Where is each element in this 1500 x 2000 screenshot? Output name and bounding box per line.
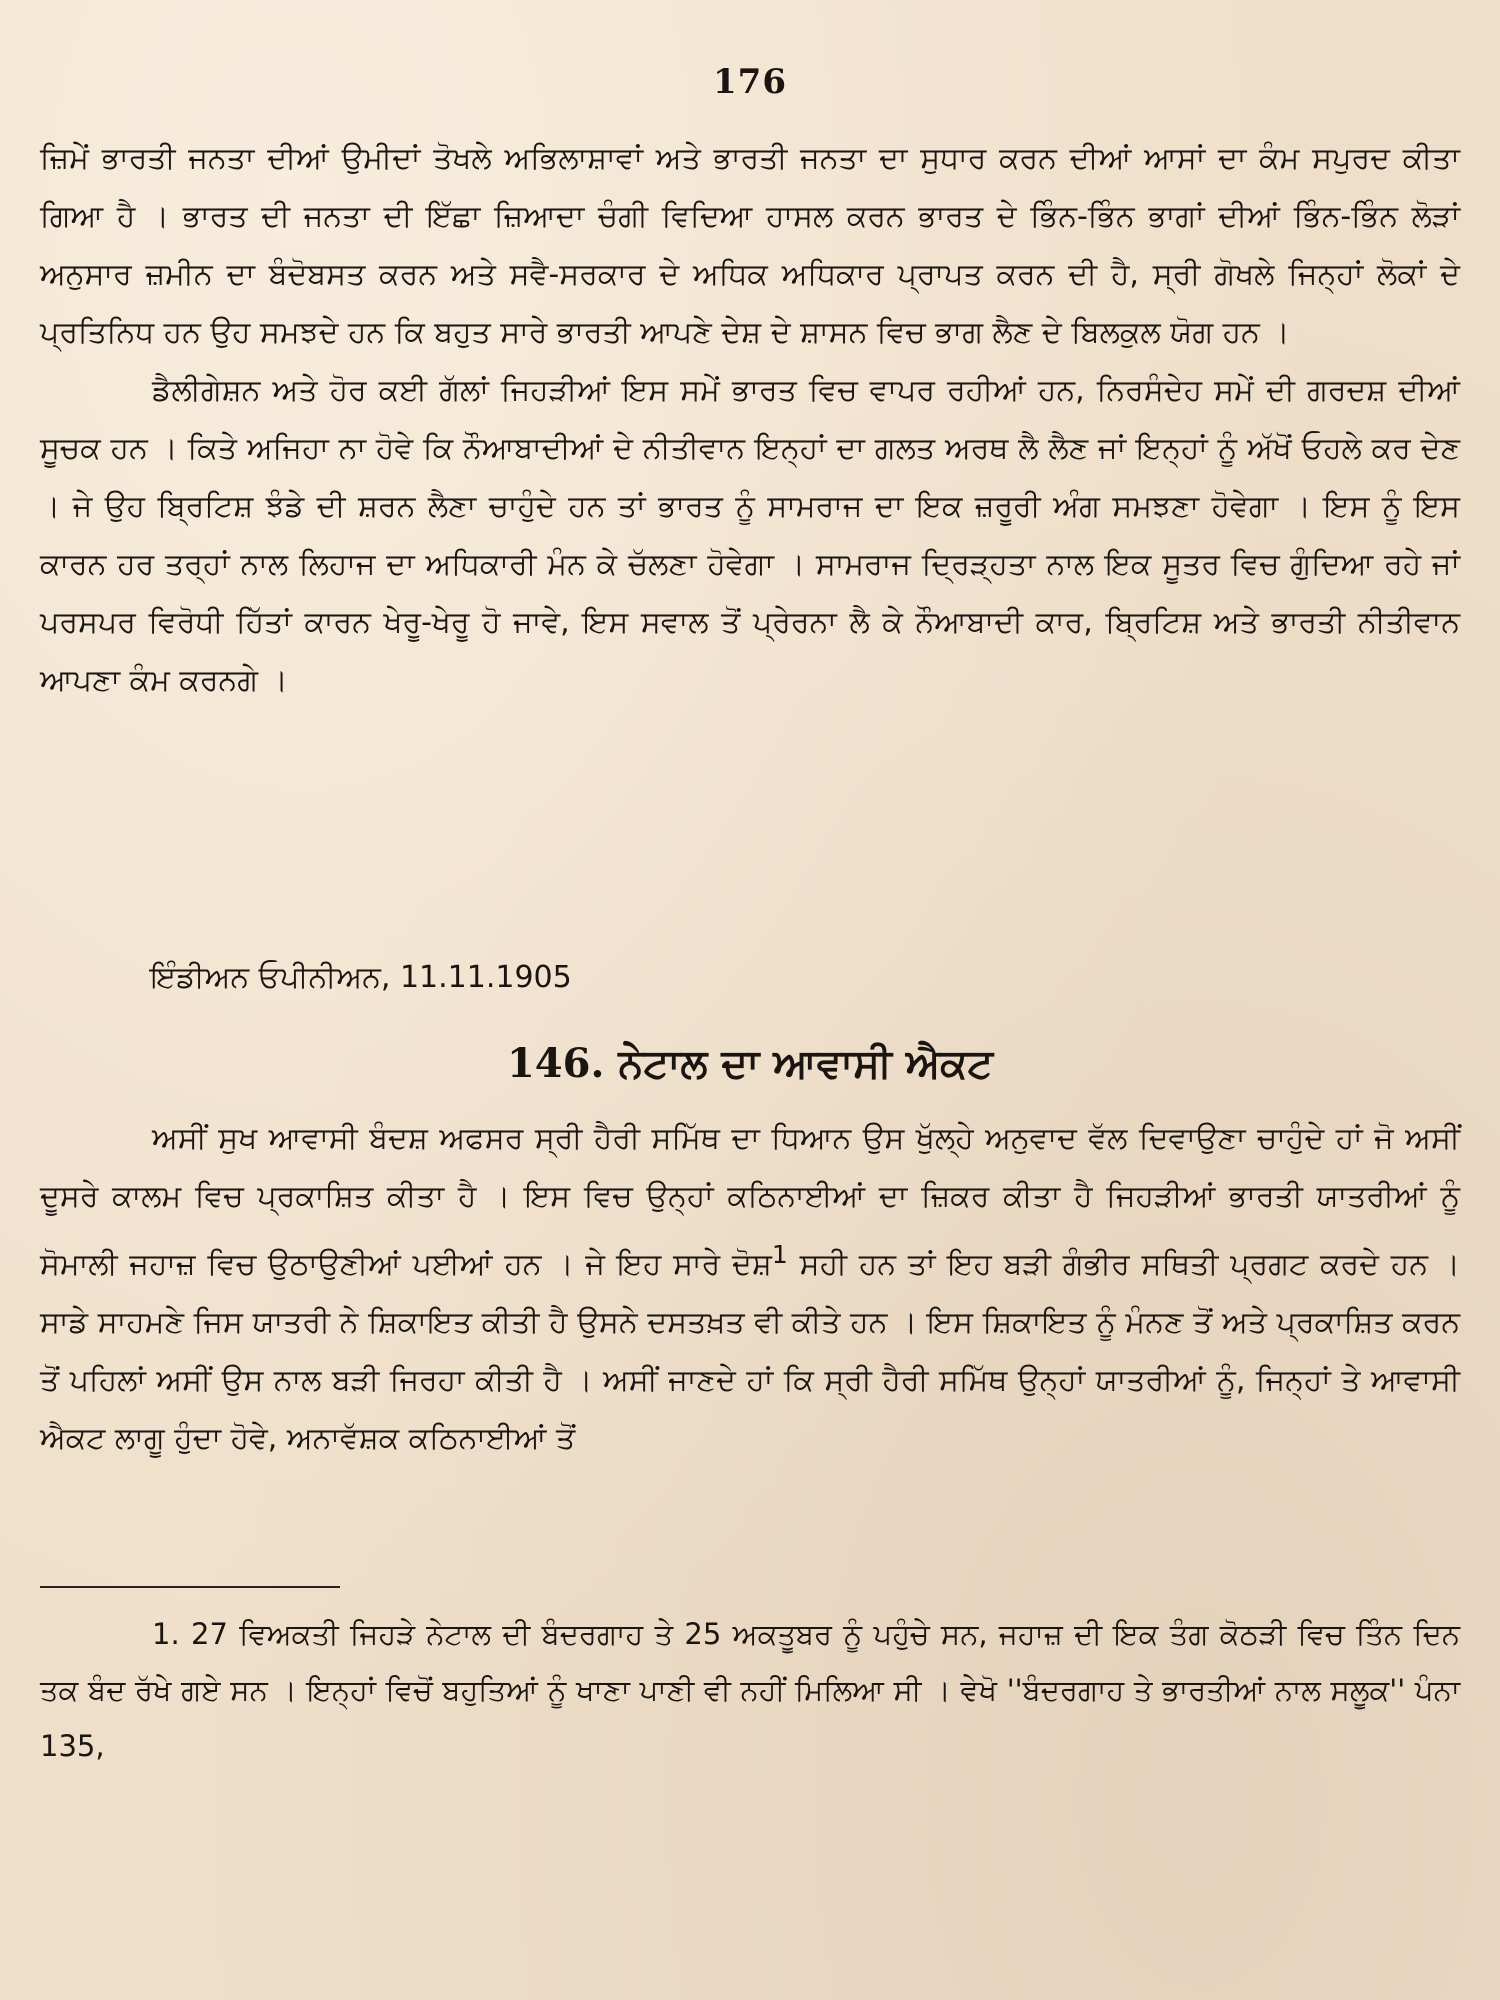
- section-number: 146.: [506, 1040, 605, 1087]
- body-paragraph: ਡੈਲੀਗੇਸ਼ਨ ਅਤੇ ਹੋਰ ਕਈ ਗੱਲਾਂ ਜਿਹੜੀਆਂ ਇਸ ਸਮੇਂ ਭਾਰਤ ਵਿਚ ਵਾਪਰ ਰਹੀਆਂ ਹਨ, ਨਿਰਸੰਦੇਹ ਸਮੇਂ ਦੀ ਗਰਦਸ਼ ਦੀਆਂ ਸੂਚਕ ਹਨ । ਕਿਤੇ ਅਜਿਹਾ ਨਾ ਹੋਵੇ ਕਿ ਨੌਆਬਾਦੀਆਂ ਦੇ ਨੀਤੀਵਾਨ ਇਨ੍ਹਾਂ ਦਾ ਗਲਤ ਅਰਥ ਲੈ ਲੈਣ ਜਾਂ ਇਨ੍ਹਾਂ ਨੂੰ ਅੱਖੋਂ ਓਹਲੇ ਕਰ ਦੇਣ । ਜੇ ਉਹ ਬ੍ਰਿਟਿਸ਼ ਝੰਡੇ ਦੀ ਸ਼ਰਨ ਲੈਣਾ ਚਾਹੁੰਦੇ ਹਨ ਤਾਂ ਭਾਰਤ ਨੂੰ ਸਾਮਰਾਜ ਦਾ ਇਕ ਜ਼ਰੂਰੀ ਅੰਗ ਸਮਝਣਾ ਹੋਵੇਗਾ । ਇਸ ਨੂੰ ਇਸ ਕਾਰਨ ਹਰ ਤਰ੍ਹਾਂ ਨਾਲ ਲਿਹਾਜ ਦਾ ਅਧਿਕਾਰੀ ਮੰਨ ਕੇ ਚੱਲਣਾ ਹੋਵੇਗਾ । ਸਾਮਰਾਜ ਦ੍ਰਿੜ੍ਹਤਾ ਨਾਲ ਇਕ ਸੂਤਰ ਵਿਚ ਗੁੰਦਿਆ ਰਹੇ ਜਾਂ ਪਰਸਪਰ ਵਿਰੋਧੀ ਹਿੱਤਾਂ ਕਾਰਨ ਖੇਰੂ-ਖੇਰੂ ਹੋ ਜਾਵੇ, ਇਸ ਸਵਾਲ ਤੋਂ ਪ੍ਰੇਰਨਾ ਲੈ ਕੇ ਨੌਆਬਾਦੀ ਕਾਰ, ਬ੍ਰਿਟਿਸ਼ ਅਤੇ ਭਾਰਤੀ ਨੀਤੀਵਾਨ ਆਪਣਾ ਕੰਮ ਕਰਨਗੇ ।: [40, 373, 1460, 698]
- article-continuation: [40, 130, 1460, 710]
- body-text: ਸਹੀ ਹਨ ਤਾਂ ਇਹ ਬੜੀ ਗੰਭੀਰ ਸਥਿਤੀ ਪ੍ਰਗਟ ਕਰਦੇ ਹਨ । ਸਾਡੇ ਸਾਹਮਣੇ ਜਿਸ ਯਾਤਰੀ ਨੇ ਸ਼ਿਕਾਇਤ ਕੀਤੀ ਹੈ ਉਸਨੇ ਦਸਤਖ਼ਤ ਵੀ ਕੀਤੇ ਹਨ । ਇਸ ਸ਼ਿਕਾਇਤ ਨੂੰ ਮੰਨਣ ਤੋਂ ਅਤੇ ਪ੍ਰਕਾਸ਼ਿਤ ਕਰਨ ਤੋਂ ਪਹਿਲਾਂ ਅਸੀਂ ਉਸ ਨਾਲ ਬੜੀ ਜਿਰਹਾ ਕੀਤੀ ਹੈ । ਅਸੀਂ ਜਾਣਦੇ ਹਾਂ ਕਿ ਸ੍ਰੀ ਹੈਰੀ ਸਮਿੱਥ ਉਨ੍ਹਾਂ ਯਾਤਰੀਆਂ ਨੂੰ, ਜਿਨ੍ਹਾਂ ਤੇ ਆਵਾਸੀ ਐਕਟ ਲਾਗੂ ਹੁੰਦਾ ਹੋਵੇ, ਅਨਾਵੱਸ਼ਕ ਕਠਿਨਾਈਆਂ ਤੋਂ: [40, 1247, 1460, 1456]
- section-title: ਨੇਟਾਲ ਦਾ ਆਵਾਸੀ ਐਕਟ: [618, 1041, 994, 1087]
- body-text: ਅਸੀਂ ਸੁਖ ਆਵਾਸੀ ਬੰਦਸ਼ ਅਫਸਰ ਸ੍ਰੀ ਹੈਰੀ ਸਮਿੱਥ ਦਾ ਧਿਆਨ ਉਸ ਖੁੱਲ੍ਹੇ ਅਨੁਵਾਦ ਵੱਲ ਦਿਵਾਉਣਾ ਚਾਹੁੰਦੇ ਹਾਂ ਜੋ ਅਸੀਂ ਦੂਸਰੇ ਕਾਲਮ ਵਿਚ ਪ੍ਰਕਾਸ਼ਿਤ ਕੀਤਾ ਹੈ । ਇਸ ਵਿਚ ਉਨ੍ਹਾਂ ਕਠਿਨਾਈਆਂ ਦਾ ਜ਼ਿਕਰ ਕੀਤਾ ਹੈ ਜਿਹੜੀਆਂ ਭਾਰਤੀ ਯਾਤਰੀਆਂ ਨੂੰ ਸੋਮਾਲੀ ਜਹਾਜ਼ ਵਿਚ ਉਠਾਉਣੀਆਂ ਪਈਆਂ ਹਨ । ਜੇ ਇਹ ਸਾਰੇ ਦੋਸ਼: [40, 1121, 1460, 1282]
- footnote-text: 1. 27 ਵਿਅਕਤੀ ਜਿਹੜੇ ਨੇਟਾਲ ਦੀ ਬੰਦਰਗਾਹ ਤੇ 25 ਅਕਤੂਬਰ ਨੂੰ ਪਹੁੰਚੇ ਸਨ, ਜਹਾਜ਼ ਦੀ ਇਕ ਤੰਗ ਕੋਠੜੀ ਵਿਚ ਤਿੰਨ ਦਿਨ ਤਕ ਬੰਦ ਰੱਖੇ ਗਏ ਸਨ । ਇਨ੍ਹਾਂ ਵਿਚੋਂ ਬਹੁਤਿਆਂ ਨੂੰ ਖਾਣਾ ਪਾਣੀ ਵੀ ਨਹੀਂ ਮਿਲਿਆ ਸੀ । ਵੇਖੋ ''ਬੰਦਰਗਾਹ ਤੇ ਭਾਰਤੀਆਂ ਨਾਲ ਸਲੂਕ'' ਪੰਨਾ 135,: [40, 1617, 1460, 1763]
- page-number: 176: [713, 62, 787, 102]
- footnote: [40, 1606, 1460, 1774]
- body-paragraph: [40, 1110, 1460, 1468]
- source-citation: ਇੰਡੀਅਨ ਓਪੀਨੀਅਨ, 11.11.1905: [150, 960, 572, 995]
- section-heading: [0, 1036, 1500, 1092]
- body-paragraph: ਜ਼ਿਮੇਂ ਭਾਰਤੀ ਜਨਤਾ ਦੀਆਂ ਉਮੀਦਾਂ ਤੋਖਲੇ ਅਭਿਲਾਸ਼ਾਵਾਂ ਅਤੇ ਭਾਰਤੀ ਜਨਤਾ ਦਾ ਸੁਧਾਰ ਕਰਨ ਦੀਆਂ ਆਸਾਂ ਦਾ ਕੰਮ ਸਪੁਰਦ ਕੀਤਾ ਗਿਆ ਹੈ । ਭਾਰਤ ਦੀ ਜਨਤਾ ਦੀ ਇੱਛਾ ਜ਼ਿਆਦਾ ਚੰਗੀ ਵਿਦਿਆ ਹਾਸਲ ਕਰਨ ਭਾਰਤ ਦੇ ਭਿੰਨ-ਭਿੰਨ ਭਾਗਾਂ ਦੀਆਂ ਭਿੰਨ-ਭਿੰਨ ਲੋੜਾਂ ਅਨੁਸਾਰ ਜ਼ਮੀਨ ਦਾ ਬੰਦੋਬਸਤ ਕਰਨ ਅਤੇ ਸਵੈ-ਸਰਕਾਰ ਦੇ ਅਧਿਕ ਅਧਿਕਾਰ ਪ੍ਰਾਪਤ ਕਰਨ ਦੀ ਹੈ, ਸ੍ਰੀ ਗੋਖਲੇ ਜਿਨ੍ਹਾਂ ਲੋਕਾਂ ਦੇ ਪ੍ਰਤਿਨਿਧ ਹਨ ਉਹ ਸਮਝਦੇ ਹਨ ਕਿ ਬਹੁਤ ਸਾਰੇ ਭਾਰਤੀ ਆਪਣੇ ਦੇਸ਼ ਦੇ ਸ਼ਾਸਨ ਵਿਚ ਭਾਗ ਲੈਣ ਦੇ ਬਿਲਕੁਲ ਯੋਗ ਹਨ ।: [40, 141, 1460, 350]
- footnote-divider: [40, 1586, 340, 1588]
- article-body: [40, 1110, 1460, 1468]
- footnote-reference: 1: [771, 1240, 788, 1269]
